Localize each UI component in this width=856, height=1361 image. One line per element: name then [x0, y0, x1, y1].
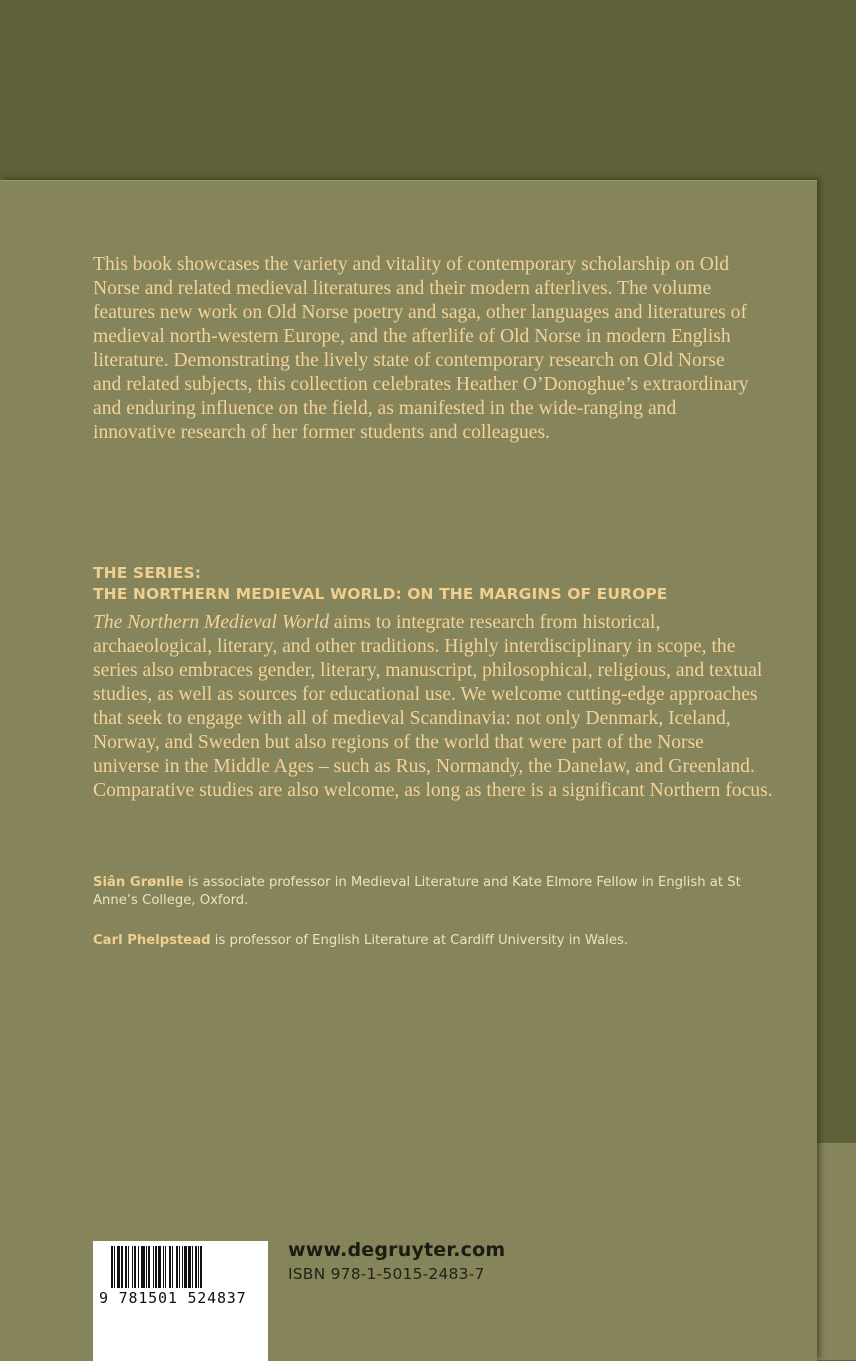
editor-name: Carl Phelpstead [93, 933, 211, 948]
isbn-barcode [93, 1241, 268, 1361]
editor-bios [93, 874, 773, 972]
series-description [93, 611, 773, 803]
editor-bio-text: is associate professor in Medieval Literature and Kate Elmore Fellow in English at St Anne’s College, Oxford. [93, 875, 741, 908]
series-heading [93, 563, 773, 605]
series-heading-line1: THE SERIES: [93, 564, 202, 582]
editor-bio [93, 932, 773, 950]
book-blurb: This book showcases the variety and vitality of contemporary scholarship on Old Norse and related medieval literatures and their modern afterlives. The volume features new work on Old Norse poetry and saga, other languages and literatures of medieval north-western Europe, and the afterlife of Old Norse in modern English literature. Demonstrating the lively state of contemporary research on Old Norse and related subjects, this collection celebrates Heather O’Donoghue’s extraordinary and enduring influence on the field, as manifested in the wide-ranging and innovative research of her former students and colleagues. [93, 254, 749, 443]
isbn-number: ISBN 978-1-5015-2483-7 [288, 1265, 485, 1283]
barcode-bars-icon [111, 1246, 259, 1288]
back-cover-panel [0, 180, 817, 1361]
editor-bio [93, 874, 773, 910]
publisher-website-link[interactable]: www.degruyter.com [288, 1239, 506, 1261]
series-description-text: aims to integrate research from historical, archaeological, literary, and other traditions. Highly interdisciplinary in scope, the series also embraces gender, literary, manuscript, philosophical, religious, and textual studies, as well as sources for educational use. We welcome cutting-edge approaches that seek to engage with all of medieval Scandinavia: not only Denmark, Iceland, Norway, and Sweden but also regions of the world that were part of the Norse universe in the Middle Ages – such as Rus, Normandy, the Danelaw, and Greenland. Comparative studies are also welcome, as long as there is a significant Northern focus. [93, 612, 773, 801]
series-title-italic: The Northern Medieval World [93, 612, 330, 633]
editor-name: Siân Grønlie [93, 875, 184, 890]
editor-bio-text: is professor of English Literature at Cardiff University in Wales. [210, 933, 629, 948]
series-heading-line2: THE NORTHERN MEDIEVAL WORLD: ON THE MARGINS OF EUROPE [93, 585, 668, 603]
background-strip [817, 1143, 856, 1360]
barcode-digits: 9 781501 524837 [99, 1289, 247, 1307]
